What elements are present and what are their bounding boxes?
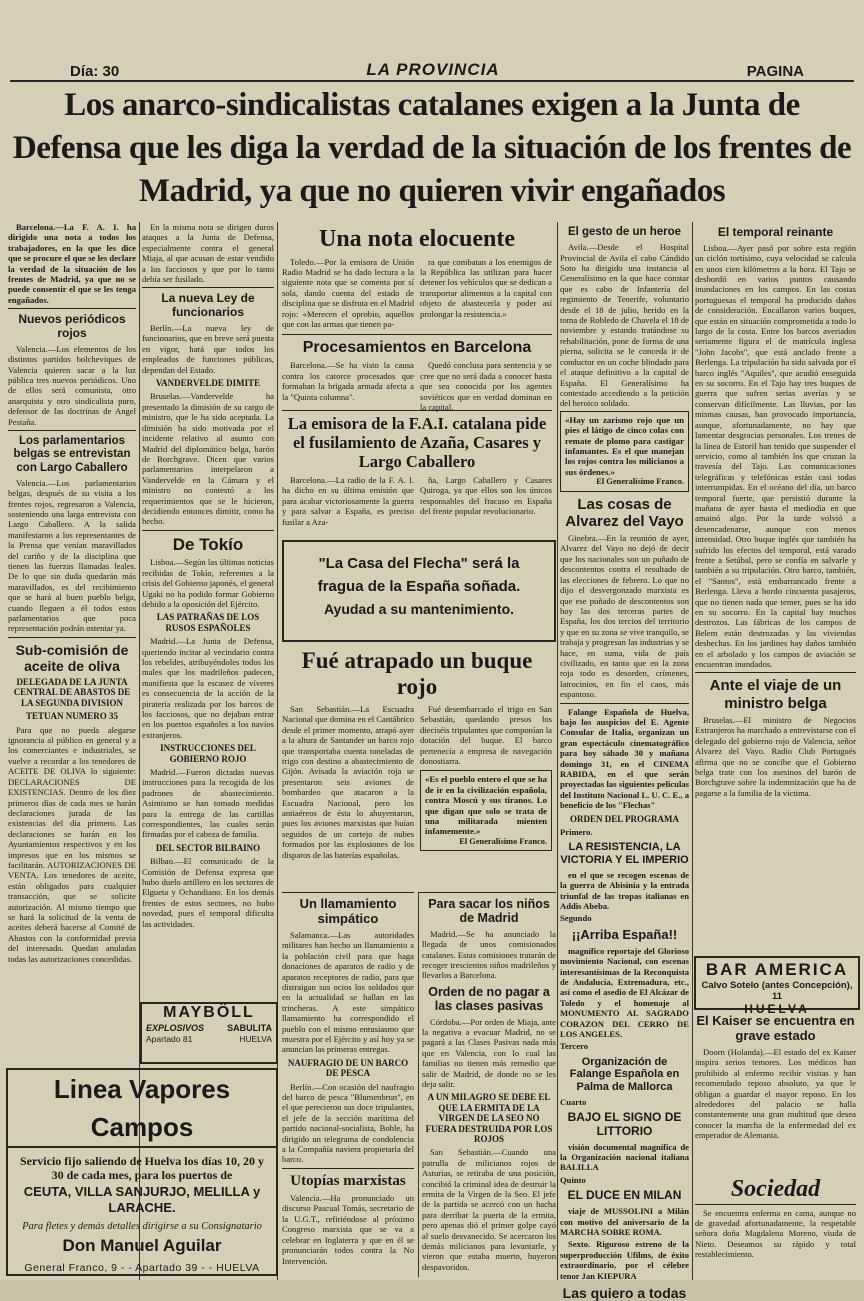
utopias-text: Valencia.—Ha pronunciado un discurso Pascual Tomás, secretario de la U.G.T., refiriéndose al próximo Congreso marxista que se va a celebrar en Inglaterra y que en él se pronunciarán todos contra la No Intervención. xyxy=(282,1193,414,1266)
nota-elocuente-text-b: ra que combatan a los enemigos de la República las utilizan para hacer detener los vehículos que se dedican a transportar alimentos a la capital con objeto de abastecerla y poder así prolongar la resistencia.» xyxy=(420,256,552,319)
vapores-title: Linea Vapores Campos xyxy=(8,1070,276,1148)
column-5 xyxy=(695,222,856,954)
organizacion-title: Organización de Falange Española en Palma de Mallorca xyxy=(569,1055,680,1094)
procesamientos xyxy=(282,334,552,413)
ninos-text: Madrid.—Se ha anunciado la llegada de unos comisionados catalanes. Estas comisiones tratarán de recoger trescientos niños madrileños y llevarlos a Barcelona. xyxy=(422,928,556,981)
programa-quinto: Quinto xyxy=(560,1174,586,1185)
vapores-line3: Para fletes y demás detalles dirigirse a su Consignatario xyxy=(22,1221,262,1232)
emisora-text-b: ña, Largo Caballero y Casares Quiroga, ya que ellos son los únicos responsables del fracaso en España del frente popular revolucionario. xyxy=(420,474,552,517)
naufragio-title: NAUFRAGIO DE UN BARCO DE PESCA xyxy=(287,1057,409,1079)
column-rule xyxy=(692,222,693,1280)
heroe-quote: «Hay un zarismo rojo que un pies el látigo de cinco colas con remate de plomo para castigar infamantes. Es el que manejan los rojos contra los milicianos a sus órdenes.» xyxy=(565,414,684,477)
milagro-text: San Sebastián.—Cuando una patrulla de milicianos rojos de Asturias, se retiraba de una posición, concibió la criminal idea de destruir la ermita de la Virgen de la Seo. El jefe de la partida se acercó con un hacha para derribar la puerta de la ermita, pero apenas dió el primer golpe cayó al suelo desvanecido. Se acercaron los demás milicianos para levantarle, y vieron que estaba muerto, huyeron despavoridos. xyxy=(422,1147,556,1272)
tokio-text: Lisboa.—Según las últimas noticias recibidas de Tokío, referentes a la crisis del Gobierno japonés, el general Ugaki no ha podido formar Gobierno debido a la oposición del Ejército. xyxy=(142,557,274,609)
belga-text: Bruselas.—El ministro de Negocios Extranjeros ha marchado a entrevistarse con el delegado del gobierno rojo de Valencia, señor Alvarez del Vayo. Radio Club Portugués afirma que no se concibe que el Gobierno belga trate con los asesinos del barón de Borchgrave sobre la indemnización que ha de pagarse a la familia de la víctima. xyxy=(695,714,856,798)
bar-name: BAR AMERICA xyxy=(705,960,849,979)
llamamiento-title: Un llamamiento simpático xyxy=(299,896,397,926)
sociedad xyxy=(695,1172,856,1276)
column-4 xyxy=(560,222,689,1301)
sociedad-title: Sociedad xyxy=(695,1176,856,1205)
tetuan-address: TETUAN NUMERO 35 xyxy=(25,711,118,722)
kaiser-title: El Kaiser se encuentra en grave estado xyxy=(696,1013,855,1043)
buque-signature: El Generalísimo Franco. xyxy=(459,836,547,846)
parlamentarios-text: Valencia.—Los parlamentarios belgas, después de su visita a los frentes rojos, regresaron a Valencia, sosteniendo una larga entrevista con Largo Caballero. A la salida manifestaron a los representantes de la Prensa que venían maravillados del cariño y de la disciplina que tienen las fuerzas llamadas leales. De lo que sin duda quedarán más maravillados, es del recibimiento que se hará al buen pueblo belga, cuando lleguen a él todos estos parlamentarios que poca representación podrán ostentar ya. xyxy=(8,477,136,634)
belga-title: Ante el viaje de un ministro belga xyxy=(709,677,842,712)
vandervelde-heading: VANDERVELDE DIMITE xyxy=(155,378,261,389)
divider xyxy=(8,430,136,431)
heroe-signature: El Generalísimo Franco. xyxy=(596,477,684,487)
periodicos-text: Valencia.—Los elementos de los distintos partidos bolcheviques de Valencia quieren sacar a la luz pública tres nuevos periódicos. Uno de ellos será comunista, otro anarquista y otro sindicalista puro, defensor de las doctrinas de Angel Pestaña. xyxy=(8,343,136,427)
heroe-text: Avila.—Desde el Hospital Provincial de Avila el cabo Cándido Soto ha dirigido una instancia al Generalísimo en la que hace constar que es cabo de Infantería del regimiento de Tenerife, voluntario desde el 18 de julio, herido en la toma de Robledo de Chavela el 18 de noviembre y estando tratándose su rehabilitación, pone de forma de una pierna, solicita se le conceda ir de conductor en un coche blindado para el ataque definitivo a la capital de España. El Generalísimo ha contestado accediendo a la petición del heroico soldado. xyxy=(560,242,689,409)
bar-city: HUELVA xyxy=(744,1002,810,1016)
kaiser xyxy=(695,1010,856,1170)
emisora-title: La emisora de la F.A.I. catalana pide el fusilamiento de Azaña, Casares y Largo Caballero xyxy=(287,414,547,471)
littorio-title: BAJO EL SIGNO DE LITTORIO xyxy=(567,1110,682,1138)
divider xyxy=(8,637,136,638)
temporal-text: Lisboa.—Ayer pasó por sobre esta región un ciclón tortísimo, cuya velocidad se calcula en unos cien kilómetros a la hora. El Tajo se desbordó en varios puntos causando inundaciones en los campos. En las costas portuguesas el temporal ha producido daños de consideración. Encallaron varios buques, que están en situación comprometida a todo lo largo de la costa. Entre los barcos averiados seriamente figura el de matrícula inglesa "John Jacobs", que está anclado frente a Berlenga. La tripulación ha sido salvada por el barco inglés "Aquiles", que acudió enseguida en su socorro. En el Tajo hay tres buques de guerra que sufren serias averías y se conservan difícilmente. Las lluvias, por las mismas causas, han provocado importancia, aunque, afortunadamente, no hay que lamentar desgracias personales. Los trenes de la línea de Estoril han tenido que suspender el servicio, como al también los que cruzan la travesía del Tajo. Las comunicaciones telegráficas y telefónicas están casi todas interrumpidas. En el océano del día, un barco temporal fuerte, que persistió durante la mañana de ayer hasta el mediodía en que amainó algo. Por la tarde volvió a desencadenarse, aunque con menos intensidad. Otro buque inglés que también ha sufrido los efectos del temporal, está varado frente a Setúbal, pero se confía en salvarle y también a su tripulación. Otro barco, también, el "Santos", está embarrancado frente a Berlenga. Lleva a bordo cincuenta pasajeros, que no tienen nada que temer, pues se ha ido en su socorro. En la capital hay muchos destrozos. Las fábricas de los campos de Belem están destrozadas y las viviendas deshechas. En los jardines hay daños también en el arbolado y los campos de aviación se encuentran inundados. xyxy=(695,242,856,670)
instrucciones-text: Madrid.—Fueron dictadas nuevas instrucciones para la recogida de los padrones de abastecimiento. Asimismo se han tomado medidas para la entrega de las cartillas correspondientes, las cuales serán firmadas por el cabeza de familia. xyxy=(142,767,274,840)
vapores-ad xyxy=(6,1068,278,1276)
duce-text: viaje de MUSSOLINI a Milán con motivo del aniversario de la MARCHA SOBRE ROMA. xyxy=(560,1206,689,1237)
divider xyxy=(695,672,856,673)
vayo-title: Las cosas de Alvarez del Vayo xyxy=(565,495,684,530)
buque-text-a: San Sebastián.—La Escuadra Nacional que domina en el Cantábrico desde el primer momento, atrapó ayer a la altura de Santander un barco rojo que transportaba cuenta toneladas de trigo con destino a abastecimiento de Gijón. Avisada la aviación roja se presentaron seis aviones de bombardeo que atacaron a la Escuadra Nacional, pero los antiaéreos de ésta lo ahuyentaron, pues los aviones marxistas que huían seguidos de un cortejo de nubes formados por las explosiones de los disparos de las baterías españolas. xyxy=(282,703,414,860)
center-lower-right xyxy=(418,892,556,1277)
programa-segundo: Segundo xyxy=(560,913,592,924)
emisora-text-a: Barcelona.—La radio de la F. A. I. ha dicho en su última emisión que para acabar victoriosamente la guerra y para salvar a España, es preciso fusilar a Aza- xyxy=(282,474,414,527)
fai-nota-text: En la misma nota se dirigen duros ataques a la Junta de Defensa, especialmente contra el general Miaja, al que acusan de estar vendido a los facciosos y que por lo tanto debía ser fusilado. xyxy=(142,222,274,285)
orden-text: Córdoba.—Por orden de Miaja, ante la negativa a evacuar Madrid, no se pagará a las Clases Pasivas nada más que en Valencia, con lo cual las familias no tienen más remedio que salir de Madrid, de donde no se les deja salir. xyxy=(422,1016,556,1089)
patranas-text: Madrid.—La Junta de Defensa, queriendo incitar al vecindario contra los rebeldes, atribuyéndoles todos los males que los madrileños padecen, manifiesta que la escasez de víveres es consecuencia de la acción de la piratería realizada por los barcos de los facciosos, que no dejaban entrar en los puertos españoles a los navíos extranjeros. xyxy=(142,636,274,740)
instrucciones-heading: INSTRUCCIONES DEL GOBIERNO ROJO xyxy=(160,743,256,764)
masthead-title: LA PROVINCIA xyxy=(366,60,500,79)
programa-cuarto: Cuarto xyxy=(560,1096,587,1107)
mayboll-line2: SABULITA xyxy=(227,1023,272,1033)
programa-tercero: Tercero xyxy=(560,1041,589,1052)
periodicos-heading: Nuevos periódicos rojos xyxy=(18,312,126,341)
orden-title: Orden de no pagar a las clases pasivas xyxy=(428,984,550,1014)
column-2 xyxy=(142,222,274,997)
tokio-heading: De Tokío xyxy=(172,534,244,554)
programa-primero: Primero. xyxy=(560,827,593,838)
aceite-text: Para que no pueda alegarse ignorancia al público en general y a los comerciantes e industriales, se vuelve a recordar a los tenedores de ACEITE DE OLIVA lo siguiente: DECLARACIONES DE EXISTENCIAS. Dentro de los diez primeros días de cada mes se harán declaraciones jurada de las existencias del día primero. Las declaraciones se harán en los Ayuntamientos respectivos y en los impresos que en los mismos se facilitarán. AUTORIZACIONES DE VENTA. Los tenedores de aceite, están obligados para cualquier transacción, que se solicite autorización. Al mismo tiempo que se hará la solicitud de la venta de aceites deberá hacerse al Comité de Abastos con la conformidad previa del interesado. Quedan anuladas todas las autorizaciones concedidas. xyxy=(8,724,136,964)
vapores-line4: Don Manuel Aguilar xyxy=(62,1236,222,1255)
programa-heading: ORDEN DEL PROGRAMA xyxy=(569,813,679,824)
arriba-title: ¡¡Arriba España!! xyxy=(571,926,678,942)
flecha-line1: "La Casa del Flecha" será la xyxy=(318,555,520,572)
procesamientos-text-a: Barcelona.—Se ha visto la causa contra los catorce procesados que formaban la brigada armada afecta a la "Quinta columna". xyxy=(282,360,414,402)
llamamiento-text: Salamanca.—Las autoridades militares han hecho un llamamiento a la población civil para que haga donaciones de aparatos de radio y de aparatos receptores de radio, para que distraigan sus ocios los soldados que en la actualidad se hallan en las trincheras. A este simpático llamamiento ha correspondido el pueblo con el mismo entusiasmo que muestra por el Ejército y así hoy ya se anuncian las primeras entregas. xyxy=(282,929,414,1055)
mayboll-ad xyxy=(140,1002,278,1064)
column-rule xyxy=(557,222,558,1280)
ninos-title: Para sacar los niños de Madrid xyxy=(428,897,550,926)
center-lower-left xyxy=(282,892,414,1277)
main-headline: Los anarco-sindicalistas catalanes exigen a la Junta de Defensa que les diga la verdad de la situación de los frentes de Madrid, ya que no quieren vivir engañados xyxy=(12,87,852,209)
masthead xyxy=(10,56,854,82)
vandervelde-text: Bruselas.—Vandervelde ha presentado la dimisión de su cargo de ministro, que le ha sido aceptada. La dimisión ha sido motivada por el incidente relativo al asunto con Madrid del diplomático belga, barón de Borchgrave. Dicen que varios parlamentarios interpelaron a Vandervelde en la Cámara y el ministro no contestó a los requerimientos que se le hicieron, decidiendo entonces dimitir, como ha hecho. xyxy=(142,391,274,527)
buque-title: Fué atrapado un buque rojo xyxy=(301,648,533,700)
mayboll-brand: MAYBÖLL xyxy=(163,1004,255,1021)
vapores-line2: CEUTA, VILLA SANJURJO, MELILLA y LARACHE. xyxy=(23,1184,261,1215)
column-1 xyxy=(8,222,136,1060)
divider xyxy=(142,287,274,288)
bar-address: Calvo Sotelo (antes Concepción), 11 xyxy=(701,980,853,1002)
masthead-page: PAGINA xyxy=(746,63,804,80)
aceite-subheading: DELEGADA DE LA JUNTA CENTRAL DE ABASTOS DE LA SEGUNDA DIVISION xyxy=(13,677,131,708)
vapores-line1: Servicio fijo saliendo de Huelva los días 10, 20 y 30 de cada mes, para los puertos de xyxy=(19,1154,264,1182)
flecha-notice xyxy=(282,540,556,642)
divider xyxy=(282,1168,414,1169)
programa-sexto: Sexto. Riguroso estreno de la superproducción Ufilms, de éxito extraordinario, por el célebre tenor Jan KIEPURA xyxy=(560,1239,689,1281)
fai-intro: Barcelona.—La F. A. I. ha dirigido una nota a todos los trabajadores, en la que les dice que se procure el que se les declare la verdad de la situación de los frentes de Madrid, ya que no se puede consentir el que se les tenga engañados. xyxy=(8,222,136,305)
flecha-line2: fragua de la España soñada. xyxy=(317,578,521,595)
heroe-title: El gesto de un heroe xyxy=(567,226,682,238)
littorio-text: visión documental magnífica de la Organización nacional italiana BALILLA xyxy=(560,1141,689,1173)
sociedad-text: Se encuentra enferma en cama, aunque no de gravedad afortunadamente, la respetable señora doña Magdalena Moreno, viuda de Nieto. Deseamos su rápido y total restablecimiento. xyxy=(695,1207,856,1260)
bar-america-ad xyxy=(694,956,860,1016)
nota-elocuente-title: Una nota elocuente xyxy=(319,226,515,252)
sector-text: Bilbao.—El comunicado de la Comisión de Defensa expresa que hubo duelo artillero en los sectores de Elgueta y Ochandiano. En los demás frentes de estos sectores, no hubo novedad, pues el temporal dificulta las actividades. xyxy=(142,856,274,929)
buque-text-b: Fué desembarcado el trigo en San Sebastián, quedando presos los dieciséis tripulantes que componían la dotación del buque. El barco pertenecía a empresa de navegación donostiarra. xyxy=(420,703,552,766)
procesamientos-text-b: Quedó conclusa para sentencia y se cree que no será dada a conocer hasta que sea conocida por los agentes soviéticos que en verdad dominan en la capital. xyxy=(420,360,552,413)
temporal-title: El temporal reinante xyxy=(717,225,834,239)
buque-quote: «Es el pueblo entero el que se ha de ir en la civilización española, contra Moscú y sus tiranos. Lo que digan que solo se trata de una militarada mienten infamemente.» xyxy=(425,774,547,837)
mayboll-line4: HUELVA xyxy=(239,1034,272,1044)
falange-text: Falange Española de Huelva, bajo los auspicios del E. Agente Consular de Italia, organizan un gran espectáculo cinematográfico para hoy sábado 30 y mañana domingo 31, en el CINEMA RABIDA, en el que serán proyectadas las siguientes películas del Instituto Nacional L. U. C. E., a beneficio de los "Flechas" xyxy=(560,706,689,811)
mayboll-line3: Apartado 81 xyxy=(146,1034,193,1044)
resistencia-text: en el que se recogen escenas de la guerra de Abisinia y la entrada triunfal de las tropas italianas en Addis Abeba. xyxy=(560,869,689,911)
quiero-title: Las quiero a todas xyxy=(562,1284,687,1301)
procesamientos-title: Procesamientos en Barcelona xyxy=(302,339,532,356)
milagro-title: A UN MILAGRO SE DEBE EL QUE LA ERMITA DE LA VIRGEN DE LA SEO NO FUERA DESTRUIDA POR LOS ROJOS xyxy=(425,1092,553,1144)
aceite-heading: Sub-comisión de aceite de oliva xyxy=(15,641,129,674)
nota-elocuente xyxy=(282,222,552,330)
vayo-text: Ginebra.—En la reunión de ayer, Alvarez del Vayo no dejó de decir que los nacionales son un puñado de descontentos contra el resultado de las elecciones de febrero. Lo que no dijo el desvergonzado marxista es que ese puñado de descontentos son hoy las dos terceras partes de España, los dos tercios del territorio y que en su zona se vive tranquilo, se trabaja y progresan las industrias y se hace, en suma, vida de país civilizado, en tanto que en la zona roja todo es desorden, crímenes, latrocinios, en fin el caos, más espantoso. xyxy=(560,533,689,700)
flecha-line3: Ayudad a su mantenimiento. xyxy=(323,601,515,617)
mayboll-line1: EXPLOSIVOS xyxy=(146,1023,205,1033)
duce-title: EL DUCE EN MILAN xyxy=(567,1188,682,1203)
kaiser-text: Doorn (Holanda).—El estado del ex Kaiser inspira serios temores. Los médicos han prohibido al enfermo recibir visitas y han recomendado reposo absoluto, ya que le obligan a guardar el mayor reposo. En los alrededores del palacio se halla constantemente una gran multitud que desea conocer la marcha de la enfermedad del ex emperador de Alemania. xyxy=(695,1046,856,1141)
divider xyxy=(8,308,136,309)
divider xyxy=(142,530,274,531)
arriba-text: magnífico reportaje del Glorioso movimiento Nacional, con escenas interesantísimas de la Reconquista de Andalucía, Extremadura, etc., así como el asedio de El Alcázar de Toledo y el homenaje al MONUMENTO AL SAGRADO CORAZON DEL CERRO DE LOS ANGELES. xyxy=(560,945,689,1039)
emisora xyxy=(282,410,552,531)
resistencia-title: LA RESISTENCIA, LA VICTORIA Y EL IMPERIO xyxy=(560,841,689,867)
buque xyxy=(282,644,552,888)
naufragio-text: Berlín.—Con ocasión del naufragio del barco de pesca "Blumenbrun", en el que perecieron sus doce tripulantes, el jefe de la sección marítima del partido nacional-socialista, Bohle, ha dirigido un telegrama de condolencia a la Compañía naviera propietaria del barco. xyxy=(282,1081,414,1165)
ley-text: Berlín.—La nueva ley de funcionarios, que en breve será puesta en vigor, hará que todos los empleados de funciones públicas, dependan del Estado. xyxy=(142,323,274,375)
masthead-day: Día: 30 xyxy=(70,63,120,80)
parlamentarios-heading: Los parlamentarios belgas se entrevistan con Largo Caballero xyxy=(13,435,131,474)
nota-elocuente-text-a: Toledo.—Por la emisora de Unión Radio Madrid se ha dado lectura a la siguiente nota que se comenta por sí sola, dando cuenta del estado de disciplina que se disfruta en el Madrid rojo: «Merecen el oprobio, aquellos que con las armas que tienen pa- xyxy=(282,256,414,330)
vapores-line5: General Franco, 9 - - Apartado 39 - - HUELVA xyxy=(24,1262,260,1274)
sector-heading: DEL SECTOR BILBAINO xyxy=(155,842,261,853)
divider xyxy=(560,703,689,704)
patranas-heading: LAS PATRAÑAS DE LOS RUSOS ESPAÑOLES xyxy=(156,612,260,633)
ley-heading: La nueva Ley de funcionarios xyxy=(161,291,255,320)
utopias-title: Utopías marxistas xyxy=(290,1172,406,1189)
